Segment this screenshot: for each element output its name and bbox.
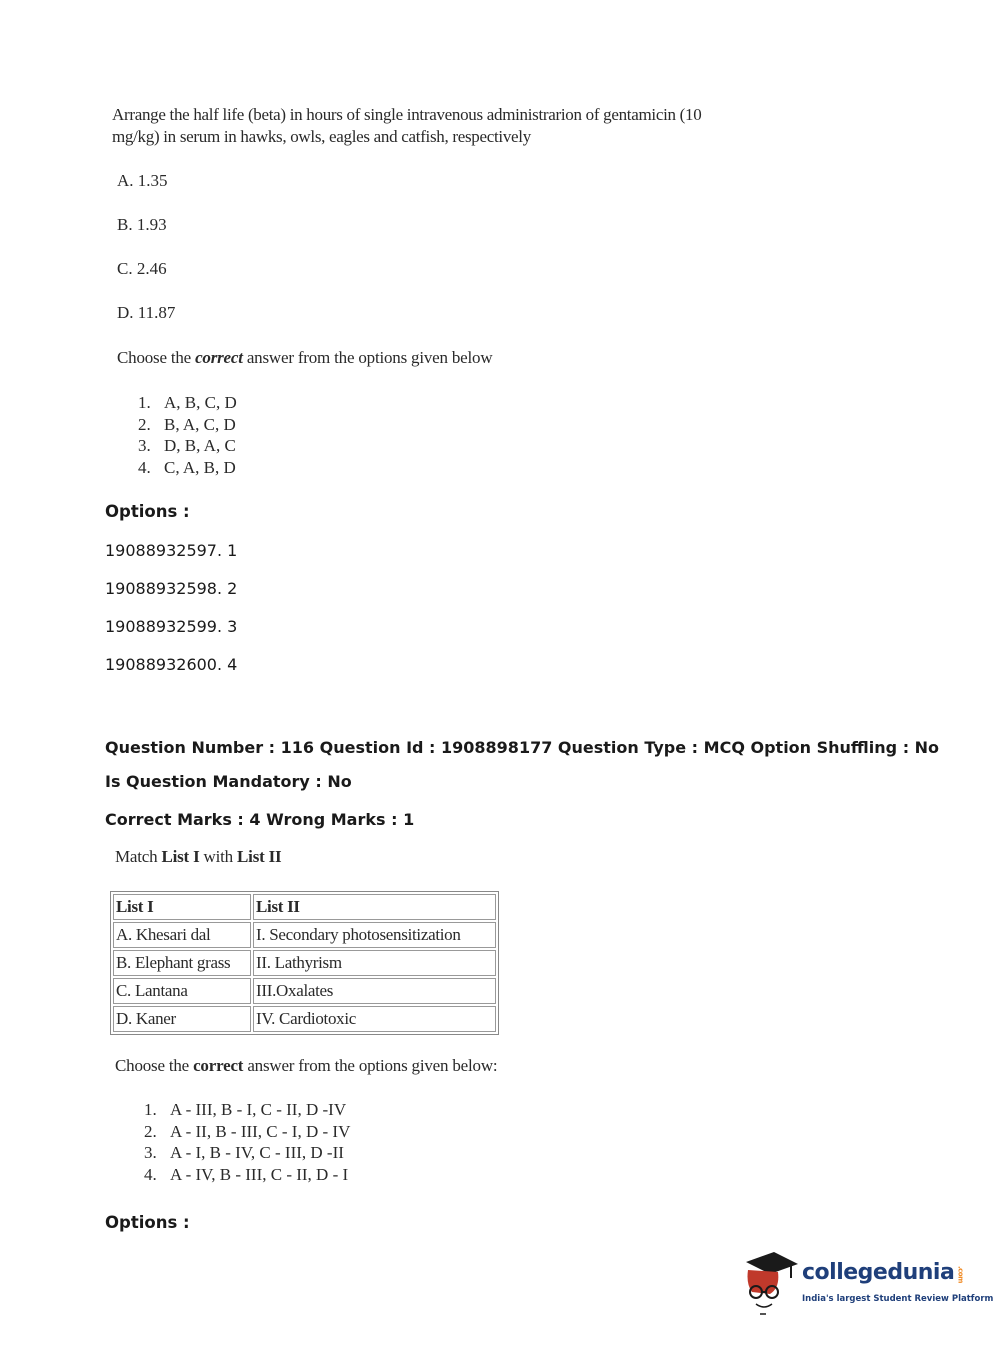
question-meta: Question Number : 116 Question Id : 1908898177 Question Type : MCQ Option Shuffling : No bbox=[105, 738, 940, 757]
mascot-icon bbox=[740, 1248, 800, 1316]
collegedunia-logo[interactable] bbox=[740, 1246, 994, 1318]
choose-instruction bbox=[117, 347, 492, 369]
answer-text: A - III, B - I, C - II, D -IV bbox=[170, 1100, 347, 1119]
table-cell: I. Secondary photosensitization bbox=[253, 922, 496, 948]
choose-instruction bbox=[115, 1055, 497, 1077]
answer-text: B, A, C, D bbox=[164, 414, 236, 434]
logo-wordmark bbox=[802, 1260, 965, 1285]
statement-a: A. 1.35 bbox=[117, 171, 168, 190]
table-cell: A. Khesari dal bbox=[113, 922, 251, 948]
option-id: 19088932598. 2 bbox=[105, 579, 238, 598]
table-row bbox=[113, 978, 496, 1004]
logo-tagline: India's largest Student Review Platform bbox=[802, 1294, 994, 1304]
choose-prefix: Choose the bbox=[117, 348, 196, 367]
table-header-cell: List I bbox=[113, 894, 251, 920]
answer-list bbox=[138, 392, 237, 478]
list-item bbox=[138, 414, 237, 436]
answer-list bbox=[144, 1099, 350, 1185]
match-instruction bbox=[115, 846, 281, 868]
option-id: 19088932600. 4 bbox=[105, 655, 238, 674]
answer-number: 2. bbox=[144, 1121, 157, 1141]
table-header-cell: List II bbox=[253, 894, 496, 920]
answer-number: 1. bbox=[144, 1100, 157, 1119]
answer-number: 4. bbox=[144, 1164, 157, 1184]
answer-text: D, B, A, C bbox=[164, 436, 236, 455]
choose-suffix: answer from the options given below bbox=[242, 348, 493, 367]
marks-meta: Correct Marks : 4 Wrong Marks : 1 bbox=[105, 810, 415, 829]
table-cell: C. Lantana bbox=[113, 978, 251, 1004]
answer-text: A - IV, B - III, C - II, D - I bbox=[170, 1164, 349, 1184]
options-heading: Options : bbox=[105, 502, 190, 521]
statement-b: B. 1.93 bbox=[117, 215, 167, 234]
table-row bbox=[113, 922, 496, 948]
option-id: 19088932599. 3 bbox=[105, 617, 238, 636]
match-table bbox=[110, 891, 499, 1035]
statement-c: C. 2.46 bbox=[117, 259, 167, 278]
option-id: 19088932597. 1 bbox=[105, 541, 238, 560]
match-prefix: Match bbox=[115, 847, 162, 866]
table-cell: III.Oxalates bbox=[253, 978, 496, 1004]
logo-text: collegedunia bbox=[802, 1260, 955, 1285]
answer-number: 1. bbox=[138, 393, 151, 412]
table-header-row bbox=[113, 894, 496, 920]
table-cell: D. Kaner bbox=[113, 1006, 251, 1032]
match-list-1: List I bbox=[161, 847, 200, 866]
match-list-2: List II bbox=[237, 847, 282, 866]
table-cell: B. Elephant grass bbox=[113, 950, 251, 976]
list-item bbox=[144, 1121, 350, 1143]
statement-d: D. 11.87 bbox=[117, 303, 176, 322]
list-item bbox=[138, 435, 237, 457]
table-cell: IV. Cardiotoxic bbox=[253, 1006, 496, 1032]
choose-emphasis: correct bbox=[195, 348, 243, 367]
answer-text: A - II, B - III, C - I, D - IV bbox=[170, 1121, 351, 1141]
answer-text: C, A, B, D bbox=[164, 457, 236, 477]
table-row bbox=[113, 950, 496, 976]
question-text: Arrange the half life (beta) in hours of single intravenous administrarion of gentamicin (10 mg/kg) in serum in hawks, owls, eagles and catfish, respectively bbox=[112, 105, 702, 146]
choose-suffix: answer from the options given below: bbox=[243, 1056, 498, 1075]
answer-text: A, B, C, D bbox=[164, 393, 237, 412]
answer-text: A - I, B - IV, C - III, D -II bbox=[170, 1143, 344, 1162]
choose-prefix: Choose the bbox=[115, 1056, 194, 1075]
table-row bbox=[113, 1006, 496, 1032]
mandatory-meta: Is Question Mandatory : No bbox=[105, 772, 352, 791]
options-heading: Options : bbox=[105, 1213, 190, 1232]
list-item bbox=[144, 1164, 350, 1186]
answer-number: 4. bbox=[138, 457, 151, 477]
list-item bbox=[138, 392, 237, 414]
match-with: with bbox=[199, 847, 238, 866]
logo-dotcom: .com bbox=[956, 1266, 965, 1283]
answer-number: 2. bbox=[138, 414, 151, 434]
list-item bbox=[138, 457, 237, 479]
table-cell: II. Lathyrism bbox=[253, 950, 496, 976]
list-item bbox=[144, 1099, 350, 1121]
choose-emphasis: correct bbox=[193, 1056, 244, 1075]
answer-number: 3. bbox=[144, 1143, 157, 1162]
answer-number: 3. bbox=[138, 436, 151, 455]
list-item bbox=[144, 1142, 350, 1164]
